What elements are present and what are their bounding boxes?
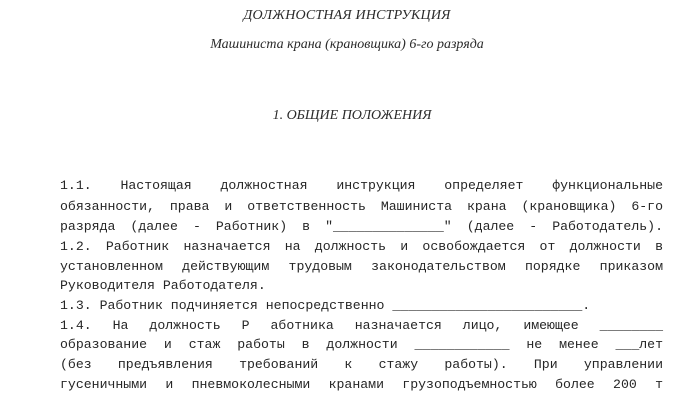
text-line-8: 1.4. На должность Р аботника назначается лицо, имеющее ________ xyxy=(60,318,663,333)
document-title: ДОЛЖНОСТНАЯ ИНСТРУКЦИЯ xyxy=(243,8,451,23)
section-heading: 1. ОБЩИЕ ПОЛОЖЕНИЯ xyxy=(272,108,432,123)
text-line-3: разряда (далее - Работник) в "______________" (далее - Работодатель). xyxy=(60,219,663,234)
text-line-7: 1.3. Работник подчиняется непосредственно ________________________. xyxy=(60,298,591,313)
document-subtitle: Машиниста крана (крановщика) 6-го разряда xyxy=(210,37,484,52)
text-line-1: 1.1. Настоящая должностная инструкция определяет функциональные xyxy=(60,178,663,193)
text-line-10: (без предъявления требований к стажу работы). При управлении xyxy=(60,357,663,372)
text-line-2: обязанности, права и ответственность Машиниста крана (крановщика) 6-го xyxy=(60,199,663,214)
text-line-5: установленном действующим трудовым законодательством порядке приказом xyxy=(60,259,663,274)
text-line-9: образование и стаж работы в должности ____________ не менее ___лет xyxy=(60,337,663,352)
text-line-4: 1.2. Работник назначается на должность и освобождается от должности в xyxy=(60,239,663,254)
text-line-6: Руководителя Работодателя. xyxy=(60,278,266,293)
text-line-11: гусеничными и пневмоколесными кранами грузоподъемностью более 200 т xyxy=(60,377,663,392)
